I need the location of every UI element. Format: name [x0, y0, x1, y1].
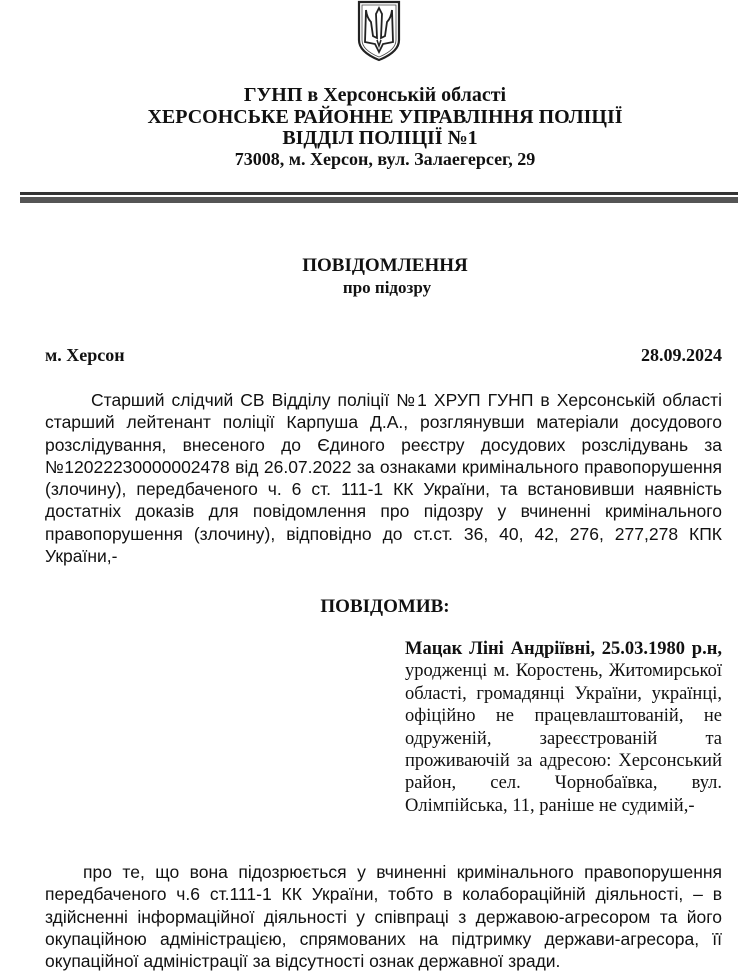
charge-paragraph: про те, що вона підозрюється у вчиненні кримінального правопорушення передбаченого ч.6 ст.111-1 КК України, тобто в колабораційній діяльності, – в здійсненні інформаційної діяльності у співпраці з державою-агресором та його окупаційною адміністрацією, спрямованих на підтримку держави-агресора, її окупаційної адміністрації за відсутності ознак державної зради. [45, 862, 722, 972]
header-department: ХЕРСОНСЬКЕ РАЙОННЕ УПРАВЛІННЯ ПОЛІЦІЇ [147, 106, 623, 128]
notified-heading: ПОВІДОМИВ: [320, 596, 450, 617]
header-divider-thick [20, 197, 738, 203]
document-date: 28.09.2024 [641, 345, 722, 365]
document-title: ПОВІДОМЛЕННЯ [302, 255, 468, 276]
intro-paragraph: Старший слідчий СВ Відділу поліції №1 ХРУП ГУНП в Херсонській області старший лейтенант поліції Карпуша Д.А., розглянувши матеріали досудового розслідування, внесеного до Єдиного реєстру досудових розслідувань за №12022230000002478 від 26.07.2022 за ознаками кримінального правопорушення (злочину), передбаченого ч. 6 ст. 111-1 КК України, та встановивши наявність достатніх доказів для повідомлення про підозру у вчиненні кримінального правопорушення (злочину), відповідно до ст.ст. 36, 40, 42, 276, 277,278 КПК України,- [45, 390, 722, 567]
suspect-block [405, 638, 722, 817]
header-address: 73008, м. Херсон, вул. Залаегерсег, 29 [234, 149, 536, 169]
header-region: ГУНП в Херсонській області [243, 84, 507, 106]
suspect-name: Мацак Ліні Андріївні, 25.03.1980 р.н, [405, 639, 722, 659]
suspect-details: уродженці м. Коростень, Житомирської області, громадянці України, українці, офіційно не працевлаштованій, не одруженій, зареєстрованій та проживаючій за адресою: Херсонський район, сел. Чорнобаївка, вул. Олімпійська, 11, раніше не судимій,- [405, 661, 722, 816]
document-city: м. Херсон [45, 345, 125, 365]
header-divider-thin [20, 192, 738, 195]
trident-emblem-icon [356, 0, 402, 62]
header-division: ВІДДІЛ ПОЛІЦІЇ №1 [282, 127, 478, 149]
document-subtitle: про підозру [342, 278, 432, 297]
